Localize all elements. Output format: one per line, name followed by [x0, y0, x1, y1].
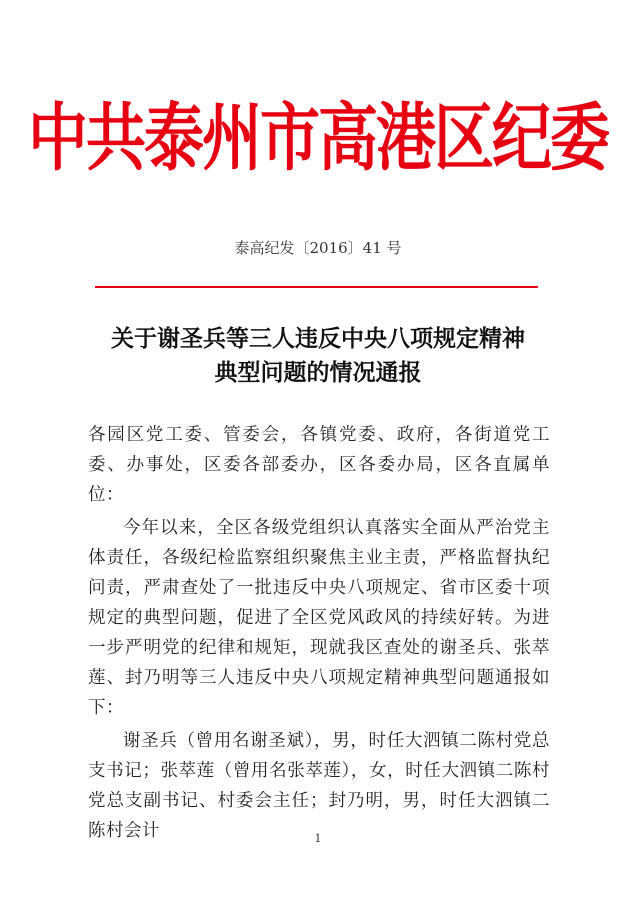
document-title	[0, 322, 636, 390]
red-divider-line	[95, 286, 538, 288]
title-line-1: 关于谢圣兵等三人违反中央八项规定精神	[111, 325, 525, 352]
document-body	[88, 420, 550, 849]
masthead-org-name: 中共泰州市高港区纪委	[28, 95, 608, 182]
page-number: 1	[314, 832, 322, 845]
title-line-2: 典型问题的情况通报	[214, 359, 422, 386]
body-paragraph-2: 谢圣兵（曾用名谢圣斌），男，时任大泗镇二陈村党总支书记；张萃莲（曾用名张萃莲），女，时任大泗镇二陈村党总支副书记、村委会主任；封乃明，男，时任大泗镇二陈村会计	[88, 731, 550, 841]
body-paragraph-1: 今年以来，全区各级党组织认真落实全面从严治党主体责任，各级纪检监察组织聚焦主业主责，严格监督执纪问责，严肃查处了一批违反中央八项规定、省市区委十项规定的典型问题，促进了全区党风政风的持续好转。为进一步严明党的纪律和规矩，现就我区查处的谢圣兵、张萃莲、封乃明等三人违反中央八项规定精神典型问题通报如下：	[88, 518, 550, 718]
document-number: 泰高纪发〔2016〕41 号	[234, 239, 402, 257]
recipients-paragraph: 各园区党工委、管委会，各镇党委、政府，各街道党工委、办事处，区委各部委办，区各委办局，区各直属单位：	[88, 425, 550, 505]
